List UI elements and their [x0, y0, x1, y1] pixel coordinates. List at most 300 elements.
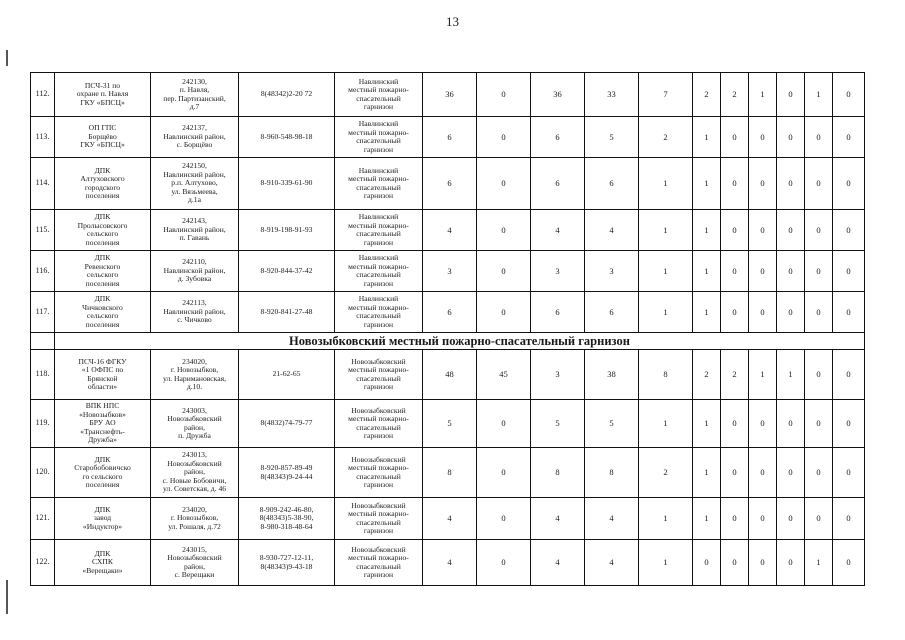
- name-line: сельского: [86, 270, 119, 279]
- count-cell: 0: [749, 540, 777, 586]
- name-line: ГКУ «БПСЦ»: [80, 97, 125, 107]
- phone-line: 8-909-242-46-80,: [259, 504, 314, 514]
- name-line: Чичковского: [82, 302, 123, 312]
- cell-garrison: [335, 498, 423, 540]
- count-cell: 1: [693, 400, 721, 448]
- name-line: «Новозыбков»: [79, 409, 126, 419]
- name-line: Старобобовичско: [74, 463, 131, 472]
- cell-name: [55, 292, 151, 333]
- count-cell: 0: [477, 292, 531, 333]
- phone-line: 8(48343)5-38-90,: [259, 513, 314, 523]
- count-cell: 0: [721, 448, 749, 498]
- count-cell: 0: [805, 158, 833, 210]
- count-cell: 0: [721, 540, 749, 586]
- count-cell: 0: [833, 292, 865, 333]
- count-cell: 0: [805, 117, 833, 158]
- cell-address: [151, 400, 239, 448]
- garrison-line: местный пожарно-: [348, 365, 409, 374]
- name-line: поселения: [85, 237, 120, 247]
- table-row: [31, 448, 865, 498]
- count-cell: 48: [423, 350, 477, 400]
- count-cell: 0: [777, 448, 805, 498]
- row-index: 115.: [31, 210, 55, 251]
- garrison-line: спасательный: [356, 270, 401, 279]
- count-cell: 0: [477, 498, 531, 540]
- garrison-line: местный пожарно-: [348, 509, 409, 518]
- count-cell: 0: [833, 400, 865, 448]
- cell-garrison: [335, 350, 423, 400]
- garrison-line: спасательный: [356, 471, 401, 481]
- address-line: п. Навля,: [179, 85, 210, 94]
- count-cell: 0: [833, 251, 865, 292]
- cell-address: [151, 117, 239, 158]
- address-line: п. Дружба: [178, 431, 211, 440]
- address-line: Навлинский район,: [163, 224, 226, 234]
- address-line: с. Новые Бобовичи,: [162, 475, 227, 485]
- row-index: 113.: [31, 117, 55, 158]
- count-cell: 0: [833, 158, 865, 210]
- count-cell: 1: [639, 210, 693, 251]
- count-cell: 2: [693, 73, 721, 117]
- address-line: Новозыбковский: [167, 553, 222, 562]
- margin-mark: [6, 50, 8, 66]
- garrison-line: гарнизон: [363, 102, 394, 111]
- cell-garrison: [335, 210, 423, 251]
- row-index: 116.: [31, 251, 55, 292]
- row-index: 114.: [31, 158, 55, 210]
- cell-phone: [239, 448, 335, 498]
- cell-address: [151, 73, 239, 117]
- count-cell: 7: [639, 73, 693, 117]
- garrison-line: местный пожарно-: [348, 553, 409, 562]
- cell-name: [55, 251, 151, 292]
- row-index: 112.: [31, 73, 55, 117]
- table-row: [31, 540, 865, 586]
- count-cell: 2: [693, 350, 721, 400]
- address-line: 243003,: [182, 405, 207, 415]
- count-cell: 8: [423, 448, 477, 498]
- cell-name: [55, 117, 151, 158]
- fire-station-registry-table: [30, 72, 865, 586]
- address-line: Новозыбковский: [167, 414, 222, 423]
- name-line: ДПК: [94, 454, 111, 464]
- count-cell: 0: [477, 73, 531, 117]
- count-cell: 1: [749, 350, 777, 400]
- count-cell: 4: [585, 498, 639, 540]
- count-cell: 0: [749, 117, 777, 158]
- address-line: 242143,: [182, 216, 207, 226]
- count-cell: 33: [585, 73, 639, 117]
- count-cell: 0: [777, 540, 805, 586]
- count-cell: 0: [833, 73, 865, 117]
- count-cell: 0: [777, 158, 805, 210]
- cell-phone: [239, 73, 335, 117]
- phone-line: 8-980-318-48-64: [260, 521, 313, 531]
- garrison-line: спасательный: [356, 422, 401, 432]
- count-cell: 8: [531, 448, 585, 498]
- garrison-line: спасательный: [356, 517, 401, 527]
- cell-garrison: [335, 540, 423, 586]
- count-cell: 4: [585, 210, 639, 251]
- phone-line: 8-910-339-61-90: [260, 178, 313, 188]
- garrison-line: гарнизон: [363, 526, 394, 535]
- count-cell: 0: [777, 73, 805, 117]
- phone-line: 8-920-844-37-42: [260, 265, 313, 275]
- count-cell: 4: [423, 210, 477, 251]
- count-cell: 0: [721, 117, 749, 158]
- address-line: 243015,: [182, 544, 207, 554]
- garrison-line: местный пожарно-: [348, 174, 409, 183]
- count-cell: 0: [777, 117, 805, 158]
- count-cell: 0: [477, 251, 531, 292]
- cell-phone: [239, 400, 335, 448]
- count-cell: 0: [477, 117, 531, 158]
- count-cell: 0: [749, 498, 777, 540]
- address-line: 242113,: [182, 298, 207, 308]
- garrison-line: гарнизон: [363, 191, 394, 200]
- count-cell: 1: [805, 73, 833, 117]
- table-row: [31, 158, 865, 210]
- count-cell: 1: [639, 540, 693, 586]
- address-line: д. Зубовка: [177, 274, 212, 284]
- cell-name: [55, 540, 151, 586]
- name-line: ДПК: [94, 548, 111, 558]
- garrison-line: Новозыбковский: [351, 454, 406, 464]
- name-line: ДПК: [94, 253, 111, 262]
- count-cell: 0: [805, 292, 833, 333]
- count-cell: 0: [721, 210, 749, 251]
- name-line: «Транснефть-: [80, 426, 125, 436]
- count-cell: 0: [721, 400, 749, 448]
- garrison-line: Навлинский: [358, 294, 399, 303]
- count-cell: 0: [721, 292, 749, 333]
- cell-phone: [239, 350, 335, 400]
- name-line: поселения: [85, 480, 120, 489]
- garrison-line: спасательный: [356, 93, 401, 103]
- count-cell: 0: [833, 540, 865, 586]
- name-line: «Индуктор»: [82, 521, 123, 531]
- cell-name: [55, 210, 151, 251]
- garrison-line: местный пожарно-: [348, 463, 409, 472]
- count-cell: 0: [693, 540, 721, 586]
- address-line: ул. Вязьмеева,: [171, 186, 218, 196]
- count-cell: 2: [721, 73, 749, 117]
- address-line: ул. Советская, д. 46: [162, 484, 227, 494]
- garrison-line: гарнизон: [363, 278, 394, 288]
- address-line: г. Новозыбков,: [170, 513, 219, 523]
- count-cell: 1: [639, 498, 693, 540]
- count-cell: 0: [749, 158, 777, 210]
- garrison-line: гарнизон: [363, 237, 394, 247]
- table-row: [31, 350, 865, 400]
- row-index: 117.: [31, 292, 55, 333]
- count-cell: 3: [531, 350, 585, 400]
- garrison-line: Навлинский: [358, 253, 399, 262]
- cell-phone: [239, 210, 335, 251]
- count-cell: 1: [639, 292, 693, 333]
- cell-name: [55, 158, 151, 210]
- garrison-line: Навлинский: [358, 165, 399, 175]
- table-row: [31, 292, 865, 333]
- phone-line: 8-920-857-89-49: [260, 463, 313, 472]
- name-line: Борщёво: [88, 131, 117, 141]
- name-line: «Верещаки»: [82, 565, 123, 575]
- count-cell: 6: [423, 117, 477, 158]
- garrison-line: спасательный: [356, 561, 401, 571]
- table-body-novozybkov: [31, 350, 865, 586]
- phone-line: 8(48342)2-20 72: [260, 89, 313, 99]
- phone-line: 8-960-548-98-18: [260, 131, 313, 141]
- cell-address: [151, 292, 239, 333]
- garrison-line: местный пожарно-: [348, 220, 409, 230]
- address-line: д.10.: [186, 382, 203, 391]
- row-index: 119.: [31, 400, 55, 448]
- garrison-line: Навлинский: [358, 212, 399, 221]
- count-cell: 1: [639, 400, 693, 448]
- address-line: 242130,: [182, 76, 207, 86]
- name-line: «1 ОФПС по: [81, 365, 124, 374]
- cell-address: [151, 251, 239, 292]
- table-row: [31, 210, 865, 251]
- phone-line: 21-62-65: [272, 369, 301, 379]
- garrison-line: местный пожарно-: [348, 85, 409, 94]
- name-line: ДПК: [94, 165, 111, 175]
- address-line: 242110,: [182, 257, 207, 267]
- count-cell: 1: [805, 540, 833, 586]
- count-cell: 0: [721, 158, 749, 210]
- garrison-line: спасательный: [356, 136, 401, 145]
- count-cell: 0: [805, 251, 833, 292]
- count-cell: 0: [777, 210, 805, 251]
- count-cell: 1: [749, 73, 777, 117]
- address-line: Навлинский район,: [163, 131, 226, 141]
- address-line: 243013,: [182, 450, 207, 460]
- address-line: 234020,: [182, 504, 207, 514]
- cell-garrison: [335, 292, 423, 333]
- cell-name: [55, 350, 151, 400]
- count-cell: 0: [777, 292, 805, 333]
- count-cell: 4: [423, 498, 477, 540]
- count-cell: 1: [777, 350, 805, 400]
- address-line: район,: [184, 422, 205, 432]
- garrison-line: местный пожарно-: [348, 127, 409, 137]
- table-row: [31, 400, 865, 448]
- name-line: го сельского: [82, 471, 123, 481]
- page-number: 13: [446, 14, 459, 29]
- count-cell: 6: [585, 158, 639, 210]
- table-row: [31, 498, 865, 540]
- address-line: район,: [184, 561, 205, 571]
- name-line: ПСЧ-31 по: [84, 80, 121, 90]
- count-cell: 4: [531, 498, 585, 540]
- count-cell: 8: [585, 448, 639, 498]
- count-cell: 6: [531, 117, 585, 158]
- name-line: городского: [84, 182, 121, 192]
- garrison-line: спасательный: [356, 373, 401, 383]
- garrison-line: гарнизон: [363, 144, 394, 154]
- count-cell: 6: [531, 292, 585, 333]
- address-line: 242137,: [182, 123, 207, 133]
- cell-phone: [239, 158, 335, 210]
- cell-address: [151, 350, 239, 400]
- cell-name: [55, 73, 151, 117]
- count-cell: 6: [585, 292, 639, 333]
- section-body: [31, 333, 865, 350]
- count-cell: 1: [693, 292, 721, 333]
- count-cell: 5: [531, 400, 585, 448]
- name-line: Брянской: [87, 373, 118, 383]
- cell-name: [55, 498, 151, 540]
- garrison-line: местный пожарно-: [348, 261, 409, 271]
- garrison-line: спасательный: [356, 311, 401, 320]
- name-line: ВПК НПС: [85, 401, 120, 411]
- count-cell: 1: [693, 251, 721, 292]
- count-cell: 36: [423, 73, 477, 117]
- count-cell: 0: [477, 540, 531, 586]
- count-cell: 0: [833, 498, 865, 540]
- garrison-line: гарнизон: [363, 319, 394, 329]
- count-cell: 0: [749, 210, 777, 251]
- count-cell: 0: [477, 400, 531, 448]
- count-cell: 0: [805, 400, 833, 448]
- address-line: п. Гавань: [179, 233, 210, 243]
- count-cell: 0: [805, 210, 833, 251]
- phone-line: 8(4832)74-79-77: [260, 418, 313, 428]
- count-cell: 0: [749, 251, 777, 292]
- garrison-line: спасательный: [356, 229, 401, 238]
- count-cell: 0: [721, 498, 749, 540]
- name-line: завод: [93, 513, 112, 523]
- name-line: ДПК: [94, 294, 111, 303]
- cell-name: [55, 400, 151, 448]
- name-line: области»: [87, 382, 118, 391]
- count-cell: 0: [833, 350, 865, 400]
- count-cell: 0: [477, 210, 531, 251]
- name-line: поселения: [85, 278, 120, 288]
- cell-phone: [239, 498, 335, 540]
- count-cell: 0: [477, 158, 531, 210]
- garrison-line: местный пожарно-: [348, 414, 409, 423]
- count-cell: 0: [477, 448, 531, 498]
- phone-line: 8(48343)9-43-18: [260, 561, 313, 571]
- count-cell: 0: [777, 251, 805, 292]
- count-cell: 1: [693, 448, 721, 498]
- cell-garrison: [335, 158, 423, 210]
- cell-garrison: [335, 448, 423, 498]
- count-cell: 38: [585, 350, 639, 400]
- count-cell: 36: [531, 73, 585, 117]
- row-index: 120.: [31, 448, 55, 498]
- cell-address: [151, 498, 239, 540]
- garrison-line: гарнизон: [363, 382, 394, 391]
- garrison-line: Новозыбковский: [351, 356, 406, 366]
- count-cell: 2: [721, 350, 749, 400]
- name-line: ГКУ «БПСЦ»: [80, 140, 125, 150]
- address-line: с. Верещаки: [174, 570, 215, 579]
- name-line: поселения: [85, 319, 120, 329]
- cell-garrison: [335, 73, 423, 117]
- count-cell: 5: [585, 117, 639, 158]
- table-body-navlya: [31, 73, 865, 333]
- garrison-line: спасательный: [356, 182, 401, 192]
- cell-phone: [239, 292, 335, 333]
- count-cell: 0: [805, 448, 833, 498]
- section-title: Новозыбковский местный пожарно-спасательный гарнизон: [55, 333, 865, 350]
- count-cell: 2: [639, 448, 693, 498]
- garrison-line: гарнизон: [363, 431, 394, 440]
- count-cell: 0: [805, 350, 833, 400]
- address-line: г. Новозыбков,: [170, 365, 219, 374]
- address-line: Навлинской район,: [163, 265, 226, 275]
- count-cell: 8: [639, 350, 693, 400]
- name-line: ДПК: [94, 504, 111, 514]
- count-cell: 1: [693, 210, 721, 251]
- cell-address: [151, 210, 239, 251]
- count-cell: 3: [585, 251, 639, 292]
- count-cell: 0: [833, 448, 865, 498]
- cell-garrison: [335, 117, 423, 158]
- count-cell: 6: [531, 158, 585, 210]
- count-cell: 6: [423, 158, 477, 210]
- count-cell: 1: [693, 158, 721, 210]
- count-cell: 1: [693, 117, 721, 158]
- count-cell: 2: [639, 117, 693, 158]
- count-cell: 45: [477, 350, 531, 400]
- count-cell: 3: [423, 251, 477, 292]
- count-cell: 0: [805, 498, 833, 540]
- count-cell: 4: [585, 540, 639, 586]
- cell-garrison: [335, 400, 423, 448]
- count-cell: 0: [833, 117, 865, 158]
- name-line: Пролысовского: [77, 220, 128, 230]
- name-line: ПСЧ-16 ФГКУ: [78, 356, 127, 366]
- row-index: 118.: [31, 350, 55, 400]
- address-line: Новозыбковский: [167, 458, 222, 468]
- count-cell: 4: [423, 540, 477, 586]
- table-row: [31, 117, 865, 158]
- name-line: поселения: [85, 191, 120, 200]
- name-line: Алтуховского: [80, 174, 125, 183]
- count-cell: 1: [639, 158, 693, 210]
- cell-phone: [239, 540, 335, 586]
- garrison-line: Новозыбковский: [351, 405, 406, 415]
- garrison-line: Новозыбковский: [351, 500, 406, 510]
- address-line: пер. Партизанский,: [163, 93, 226, 103]
- garrison-line: местный пожарно-: [348, 302, 409, 312]
- address-line: Навлинский район,: [163, 306, 226, 316]
- name-line: БРУ АО: [89, 418, 116, 428]
- count-cell: 0: [721, 251, 749, 292]
- cell-garrison: [335, 251, 423, 292]
- table-row: [31, 73, 865, 117]
- count-cell: 0: [777, 400, 805, 448]
- count-cell: 6: [423, 292, 477, 333]
- margin-mark: [6, 580, 8, 614]
- name-line: ДПК: [94, 212, 111, 221]
- name-line: Ревенского: [84, 261, 121, 271]
- garrison-line: Навлинский: [358, 76, 399, 86]
- cell-name: [55, 448, 151, 498]
- count-cell: 0: [749, 400, 777, 448]
- cell-phone: [239, 251, 335, 292]
- table-row: [31, 251, 865, 292]
- name-line: сельского: [86, 229, 119, 238]
- name-line: Дружба»: [88, 435, 117, 445]
- count-cell: 5: [423, 400, 477, 448]
- cell-address: [151, 448, 239, 498]
- cell-address: [151, 540, 239, 586]
- section-header-blank: [31, 333, 55, 350]
